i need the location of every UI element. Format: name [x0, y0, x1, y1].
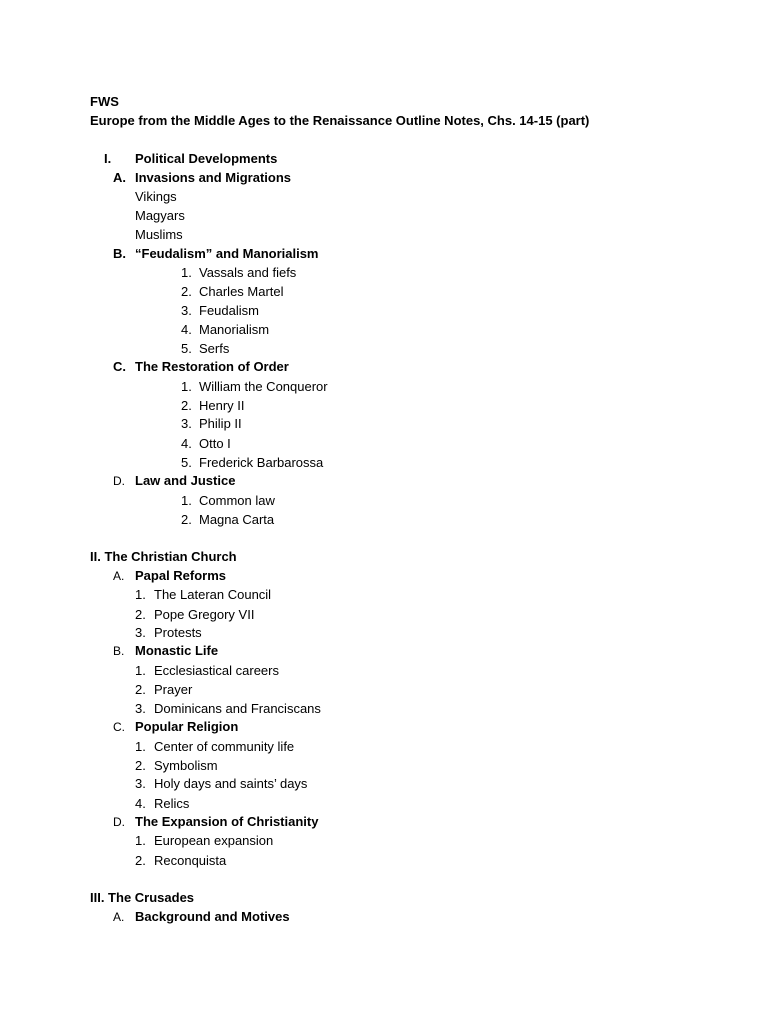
- list-item: Protests: [154, 625, 202, 640]
- list-item: Henry II: [199, 398, 245, 413]
- section-3a-title: Background and Motives: [135, 909, 290, 924]
- list-item: Magyars: [135, 208, 185, 223]
- list-item-number: 4.: [181, 322, 192, 337]
- section-2a-letter: A.: [113, 569, 125, 583]
- list-item-number: 2.: [135, 682, 146, 697]
- section-2a-title: Papal Reforms: [135, 568, 227, 583]
- list-item: William the Conqueror: [199, 379, 328, 394]
- list-item-number: 3.: [135, 701, 146, 716]
- list-item-number: 2.: [181, 398, 192, 413]
- list-item-number: 3.: [181, 303, 192, 318]
- list-item: Manorialism: [199, 322, 270, 337]
- list-item-number: 3.: [181, 416, 192, 431]
- section-2b-letter: B.: [113, 644, 125, 658]
- list-item: Symbolism: [154, 758, 218, 773]
- list-item-number: 2.: [135, 758, 146, 773]
- list-item: Common law: [199, 493, 275, 508]
- list-item-number: 3.: [135, 625, 146, 640]
- list-item: Otto I: [199, 436, 231, 451]
- section-3-title: III. The Crusades: [90, 890, 195, 905]
- list-item: Charles Martel: [199, 284, 284, 299]
- list-item: Pope Gregory VII: [154, 607, 255, 622]
- section-2-title: II. The Christian Church: [90, 549, 237, 564]
- list-item: Muslims: [135, 227, 183, 242]
- list-item: Reconquista: [154, 853, 227, 868]
- list-item: Vikings: [135, 189, 177, 204]
- section-1-title: Political Developments: [135, 151, 278, 166]
- section-1a-title: Invasions and Migrations: [135, 170, 292, 185]
- list-item-number: 5.: [181, 341, 192, 356]
- section-3a-letter: A.: [113, 910, 125, 924]
- list-item: Relics: [154, 796, 190, 811]
- list-item-number: 2.: [181, 284, 192, 299]
- list-item-number: 4.: [135, 796, 146, 811]
- list-item-number: 2.: [135, 853, 146, 868]
- list-item-number: 1.: [135, 739, 146, 754]
- list-item: Frederick Barbarossa: [199, 455, 324, 470]
- list-item-number: 1.: [135, 587, 146, 602]
- list-item: Center of community life: [154, 739, 295, 754]
- list-item: Magna Carta: [199, 512, 275, 527]
- list-item: Dominicans and Franciscans: [154, 701, 321, 716]
- list-item: Serfs: [199, 341, 230, 356]
- list-item-number: 1.: [135, 663, 146, 678]
- list-item-number: 1.: [135, 833, 146, 848]
- list-item-number: 4.: [181, 436, 192, 451]
- list-item: Prayer: [154, 682, 193, 697]
- section-1d-title: Law and Justice: [135, 473, 236, 488]
- section-2d-title: The Expansion of Christianity: [135, 814, 319, 829]
- section-2c-letter: C.: [113, 720, 125, 734]
- list-item: Philip II: [199, 416, 242, 431]
- list-item-number: 3.: [135, 776, 146, 791]
- section-1-number: I.: [104, 151, 112, 166]
- section-1a-letter: A.: [113, 170, 126, 185]
- list-item-number: 2.: [181, 512, 192, 527]
- list-item-number: 2.: [135, 607, 146, 622]
- list-item: Holy days and saints’ days: [154, 776, 308, 791]
- author-initials: FWS: [90, 94, 119, 109]
- list-item: Vassals and fiefs: [199, 265, 297, 280]
- section-1b-title: “Feudalism” and Manorialism: [135, 246, 319, 261]
- list-item: Feudalism: [199, 303, 259, 318]
- list-item-number: 1.: [181, 265, 192, 280]
- list-item-number: 1.: [181, 379, 192, 394]
- list-item: European expansion: [154, 833, 274, 848]
- list-item: Ecclesiastical careers: [154, 663, 279, 678]
- list-item-number: 1.: [181, 493, 192, 508]
- section-1d-letter: D.: [113, 474, 125, 488]
- section-2d-letter: D.: [113, 815, 125, 829]
- list-item: The Lateran Council: [154, 587, 272, 602]
- section-1c-letter: C.: [113, 359, 126, 374]
- section-1c-title: The Restoration of Order: [135, 359, 289, 374]
- section-1b-letter: B.: [113, 246, 126, 261]
- section-2c-title: Popular Religion: [135, 719, 239, 734]
- section-2b-title: Monastic Life: [135, 643, 219, 658]
- list-item-number: 5.: [181, 455, 192, 470]
- document-title: Europe from the Middle Ages to the Renaissance Outline Notes, Chs. 14-15 (part): [90, 113, 590, 128]
